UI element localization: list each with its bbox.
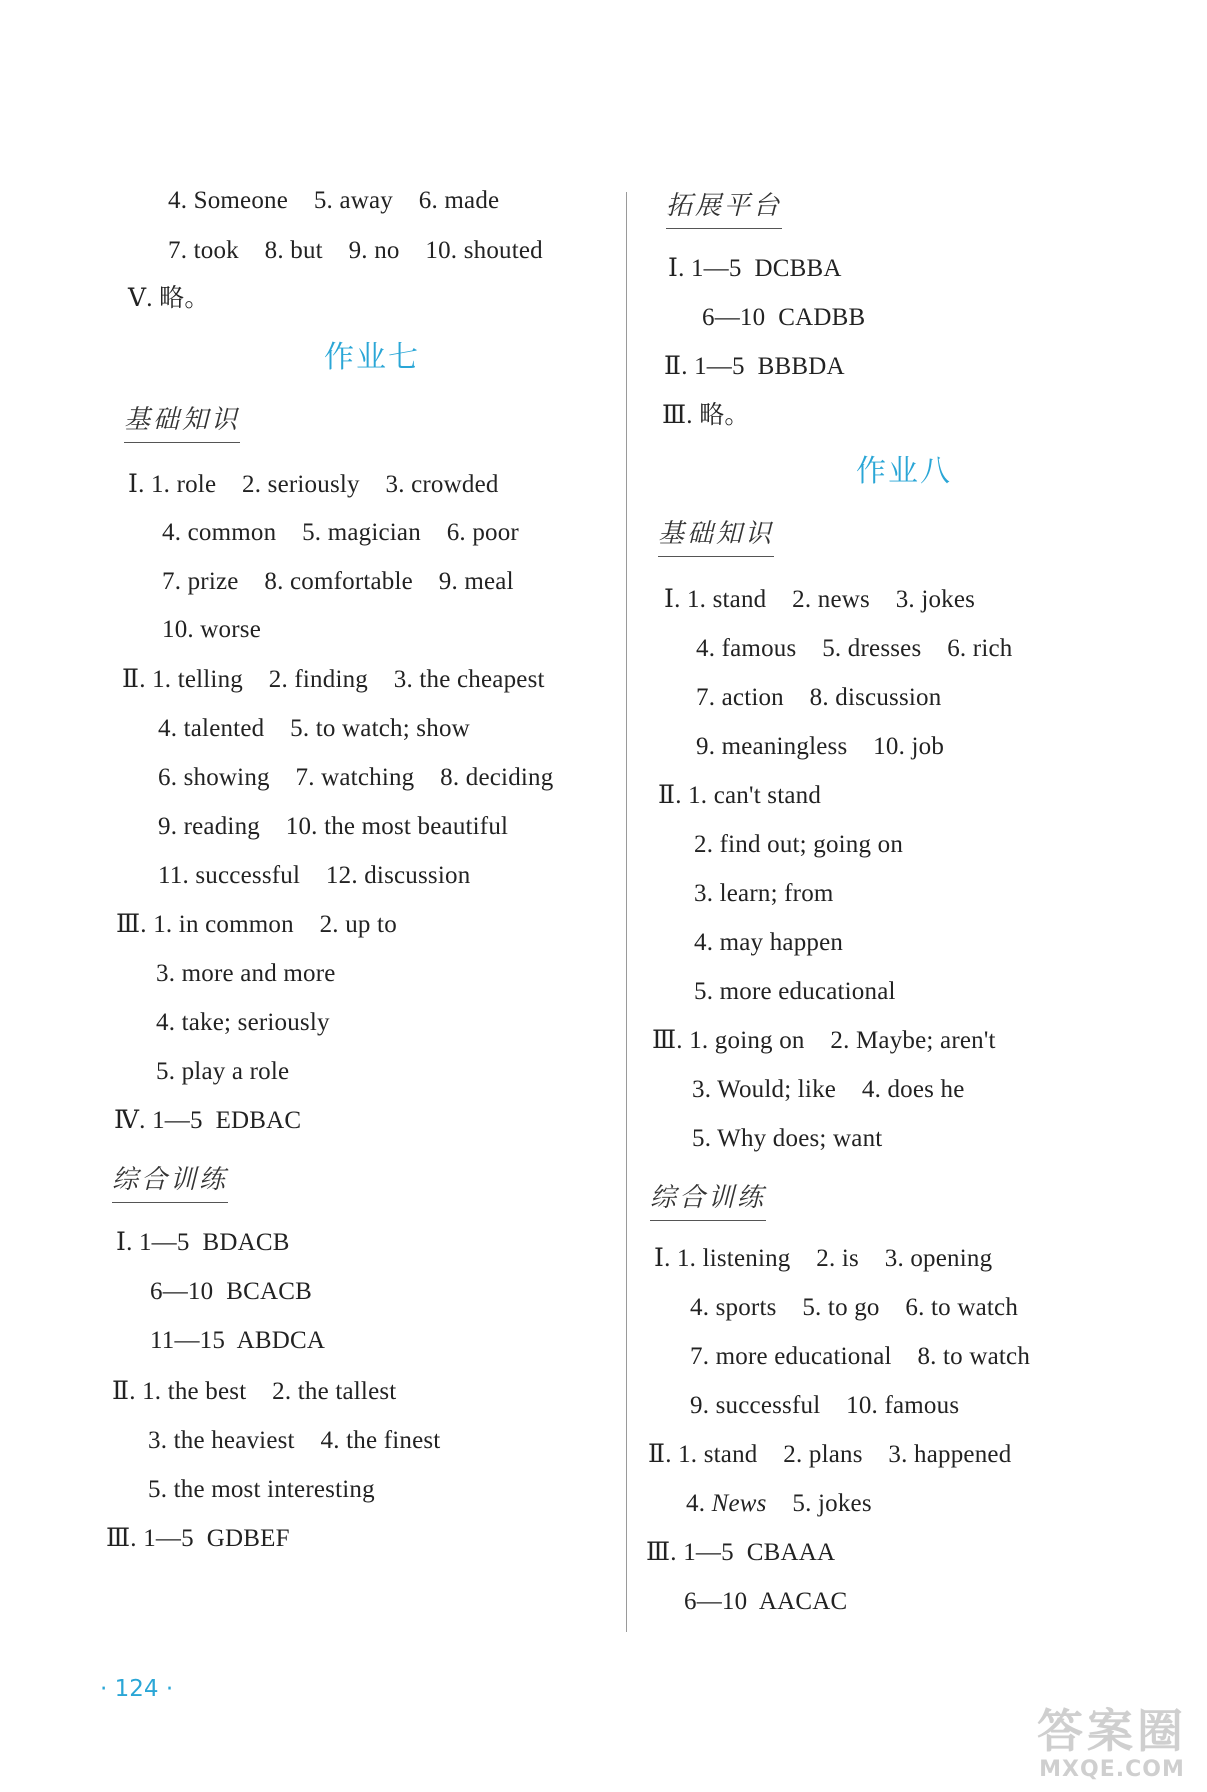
answer-line: Ⅰ. 1. role 2. seriously 3. crowded xyxy=(128,471,499,498)
answer-line: 11—15 ABDCA xyxy=(150,1327,326,1354)
answer-line: 6—10 BCACB xyxy=(150,1278,312,1305)
watermark-logo xyxy=(1037,1705,1187,1782)
answer-line: 9. reading 10. the most beautiful xyxy=(158,813,509,840)
section-heading-basic-knowledge: 基础知识 xyxy=(124,404,240,443)
answer-line: 5. the most interesting xyxy=(148,1476,375,1503)
answer-line: 9. meaningless 10. job xyxy=(696,733,945,760)
answer-line: Ⅴ. 略。 xyxy=(128,285,210,312)
section-heading-basic-knowledge: 基础知识 xyxy=(658,518,774,557)
section-heading-extension-platform: 拓展平台 xyxy=(666,190,782,229)
answer-line: 5. more educational xyxy=(694,978,896,1005)
answer-line: Ⅲ. 1. going on 2. Maybe; aren't xyxy=(652,1027,996,1054)
answer-line: 5. Why does; want xyxy=(692,1125,883,1152)
answer-line: 7. more educational 8. to watch xyxy=(690,1343,1031,1370)
section-heading-comprehensive-training: 综合训练 xyxy=(650,1182,766,1221)
section-heading-comprehensive-training: 综合训练 xyxy=(112,1164,228,1203)
answer-line: Ⅰ. 1. listening 2. is 3. opening xyxy=(654,1245,993,1272)
column-divider xyxy=(626,192,627,1632)
answer-line: Ⅱ. 1. telling 2. finding 3. the cheapest xyxy=(122,666,545,693)
answer-line: 7. took 8. but 9. no 10. shouted xyxy=(168,237,543,264)
answer-line: 4. sports 5. to go 6. to watch xyxy=(690,1294,1019,1321)
answer-line: 3. Would; like 4. does he xyxy=(692,1076,965,1103)
answer-line: 4. Someone 5. away 6. made xyxy=(168,187,500,214)
answer-line: 7. action 8. discussion xyxy=(696,684,942,711)
answer-line: 5. play a role xyxy=(156,1058,290,1085)
watermark-main: 答案圈 xyxy=(1037,1704,1187,1758)
answer-line: 4. take; seriously xyxy=(156,1009,330,1036)
answer-number: 4. xyxy=(686,1490,712,1517)
answer-line: 4. talented 5. to watch; show xyxy=(158,715,470,742)
answer-line: 11. successful 12. discussion xyxy=(158,862,471,889)
answer-line: 4. may happen xyxy=(694,929,844,956)
watermark-url: MXQE.COM xyxy=(1039,1757,1185,1782)
homework-8-title: 作业八 xyxy=(856,454,952,489)
homework-7-title: 作业七 xyxy=(324,340,420,375)
answer-line: Ⅰ. 1—5 DCBBA xyxy=(668,255,842,282)
answer-line: 3. learn; from xyxy=(694,880,834,907)
answer-line: Ⅲ. 1—5 GDBEF xyxy=(106,1525,290,1552)
answer-line: 3. the heaviest 4. the finest xyxy=(148,1427,441,1454)
answer-line: 4. common 5. magician 6. poor xyxy=(162,519,519,546)
answer-line: 3. more and more xyxy=(156,960,336,987)
answer-line: Ⅳ. 1—5 EDBAC xyxy=(114,1107,302,1134)
answer-line xyxy=(686,1489,872,1519)
answer-line: Ⅱ. 1. the best 2. the tallest xyxy=(112,1378,397,1405)
answer-line: 6—10 AACAC xyxy=(684,1588,848,1615)
page-number: · 124 · xyxy=(100,1676,174,1702)
answer-text: 5. jokes xyxy=(792,1490,872,1517)
answer-line: 4. famous 5. dresses 6. rich xyxy=(696,635,1013,662)
answer-line: Ⅲ. 略。 xyxy=(662,402,750,429)
answer-line: 2. find out; going on xyxy=(694,831,904,858)
answer-line: Ⅰ. 1—5 BDACB xyxy=(116,1229,290,1256)
answer-line: 6. showing 7. watching 8. deciding xyxy=(158,764,554,791)
answer-line: Ⅱ. 1—5 BBBDA xyxy=(664,353,845,380)
answer-line: Ⅰ. 1. stand 2. news 3. jokes xyxy=(664,586,976,613)
answer-line: 6—10 CADBB xyxy=(702,304,866,331)
answer-line: Ⅱ. 1. can't stand xyxy=(658,782,822,809)
answer-line: Ⅲ. 1. in common 2. up to xyxy=(116,911,397,938)
answer-line: 9. successful 10. famous xyxy=(690,1392,960,1419)
italic-answer: News xyxy=(711,1490,767,1517)
answer-line: Ⅲ. 1—5 CBAAA xyxy=(646,1539,836,1566)
answer-line: Ⅱ. 1. stand 2. plans 3. happened xyxy=(648,1441,1012,1468)
answer-line: 10. worse xyxy=(162,616,262,643)
answer-line: 7. prize 8. comfortable 9. meal xyxy=(162,568,514,595)
